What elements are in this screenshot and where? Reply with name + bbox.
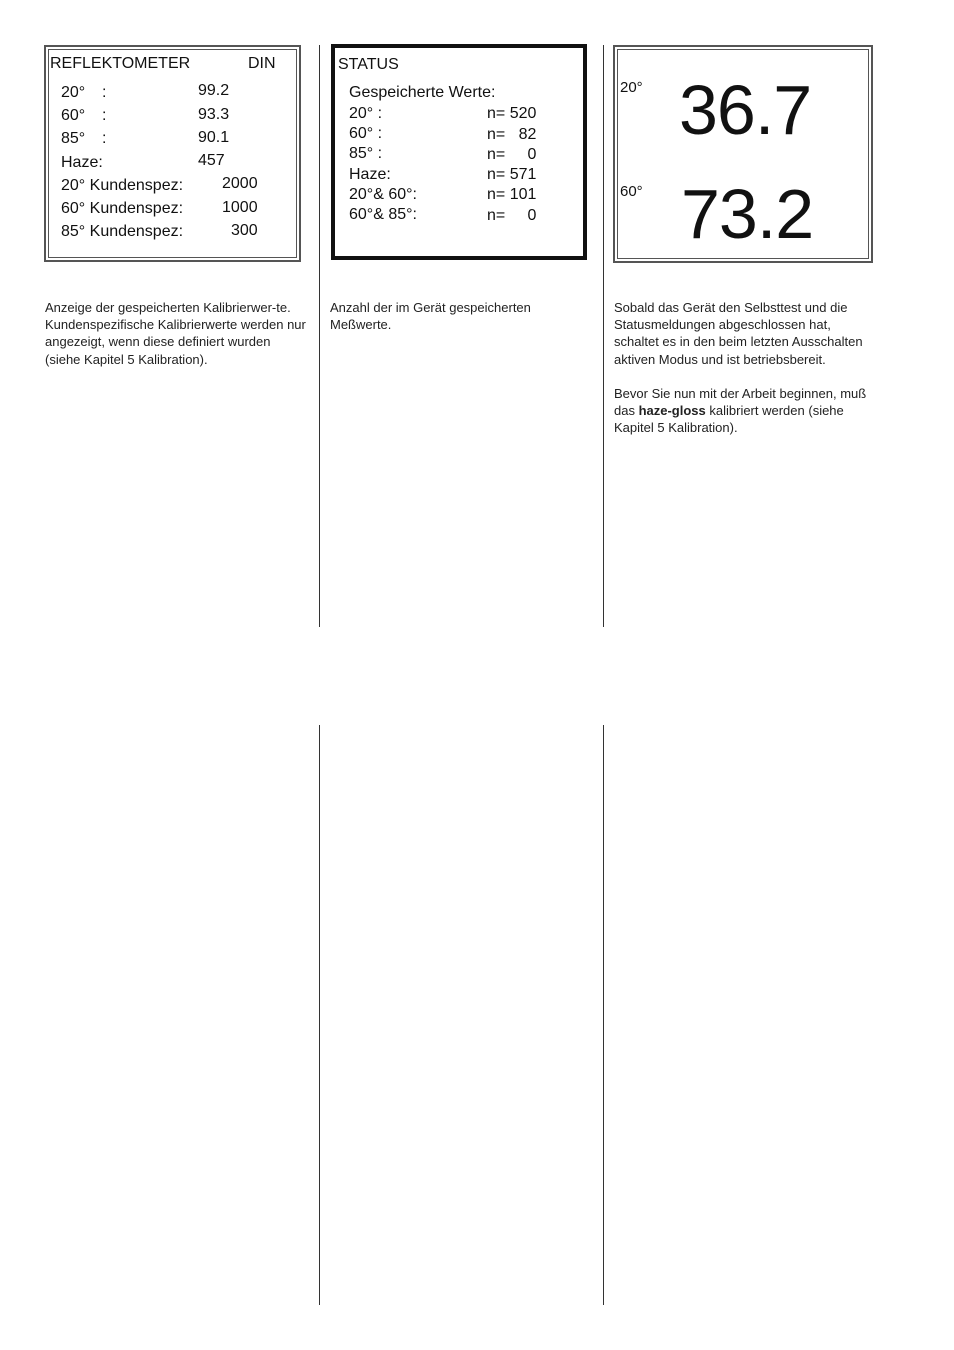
row-label: 85° <box>61 130 86 147</box>
row-label: 60° Kundenspez: <box>61 200 184 217</box>
angle-label-top: 20° <box>620 79 643 96</box>
row-label: 20° <box>61 84 86 101</box>
caption-text: Bevor Sie nun mit der Arbeit beginnen, muß das <box>614 385 867 419</box>
row-value: n= 520 <box>487 105 537 122</box>
column-divider-2-bottom <box>603 725 604 1305</box>
column-divider-1-top <box>319 45 320 627</box>
caption-ready-state <box>614 299 876 453</box>
caption-calibration-values <box>45 299 307 385</box>
reflectometer-display <box>44 45 301 262</box>
row-value: 457 <box>198 152 225 169</box>
row-value: n= 101 <box>487 186 537 203</box>
row-label: 85° : <box>349 145 383 162</box>
caption-text: Anzeige der gespeicherten Kalibrierwer-te. Kundenspezifische Kalibrierwerte werden nur angezeigt, wenn diese definiert wurden (siehe Kapitel 5 Kalibration). <box>45 300 306 367</box>
row-value: n= 571 <box>487 166 537 183</box>
reading-value-bottom: 73.2 <box>681 175 814 253</box>
caption-paragraph-2 <box>614 385 876 437</box>
row-value: 300 <box>231 222 258 239</box>
row-label: 20°& 60°: <box>349 186 417 203</box>
row-value: n= 0 <box>487 207 537 224</box>
column-divider-2-top <box>603 45 604 627</box>
column-divider-1-bottom <box>319 725 320 1305</box>
display-title: REFLEKTOMETER <box>50 55 191 72</box>
row-sep: : <box>102 130 107 147</box>
angle-label-bottom: 60° <box>620 183 643 200</box>
row-sep: : <box>102 84 107 101</box>
status-display <box>331 44 587 260</box>
row-label: Haze: <box>61 154 103 171</box>
row-label: Haze: <box>349 166 391 183</box>
row-value: 1000 <box>222 199 258 216</box>
caption-paragraph-1: Sobald das Gerät den Selbsttest und die Statusmeldungen abgeschlossen hat, schaltet es in den beim letzten Ausschalten aktiven Modus und ist betriebsbereit. <box>614 300 863 367</box>
row-label: 85° Kundenspez: <box>61 223 184 240</box>
row-value: 99.2 <box>198 82 230 99</box>
display-title: STATUS <box>338 56 399 73</box>
row-value: 93.3 <box>198 106 230 123</box>
row-sep: : <box>102 107 107 124</box>
display-mode: DIN <box>248 55 276 72</box>
row-value: n= 0 <box>487 146 537 163</box>
reading-value-top: 36.7 <box>679 71 812 149</box>
row-value: 90.1 <box>198 129 230 146</box>
display-subtitle: Gespeicherte Werte: <box>349 84 496 101</box>
row-label: 60° <box>61 107 86 124</box>
product-name: haze-gloss <box>638 403 706 419</box>
caption-text: kalibriert werden (siehe Kapitel 5 Kalibration). <box>614 403 844 436</box>
caption-text: Anzahl der im Gerät gespeicherten Meßwerte. <box>330 300 531 333</box>
caption-stored-values <box>330 299 592 350</box>
row-label: 60° : <box>349 125 383 142</box>
row-label: 60°& 85°: <box>349 206 417 223</box>
row-value: 2000 <box>222 175 258 192</box>
row-label: 20° Kundenspez: <box>61 177 184 194</box>
measurement-display <box>613 45 873 263</box>
row-label: 20° : <box>349 105 383 122</box>
row-value: n= 82 <box>487 126 537 143</box>
